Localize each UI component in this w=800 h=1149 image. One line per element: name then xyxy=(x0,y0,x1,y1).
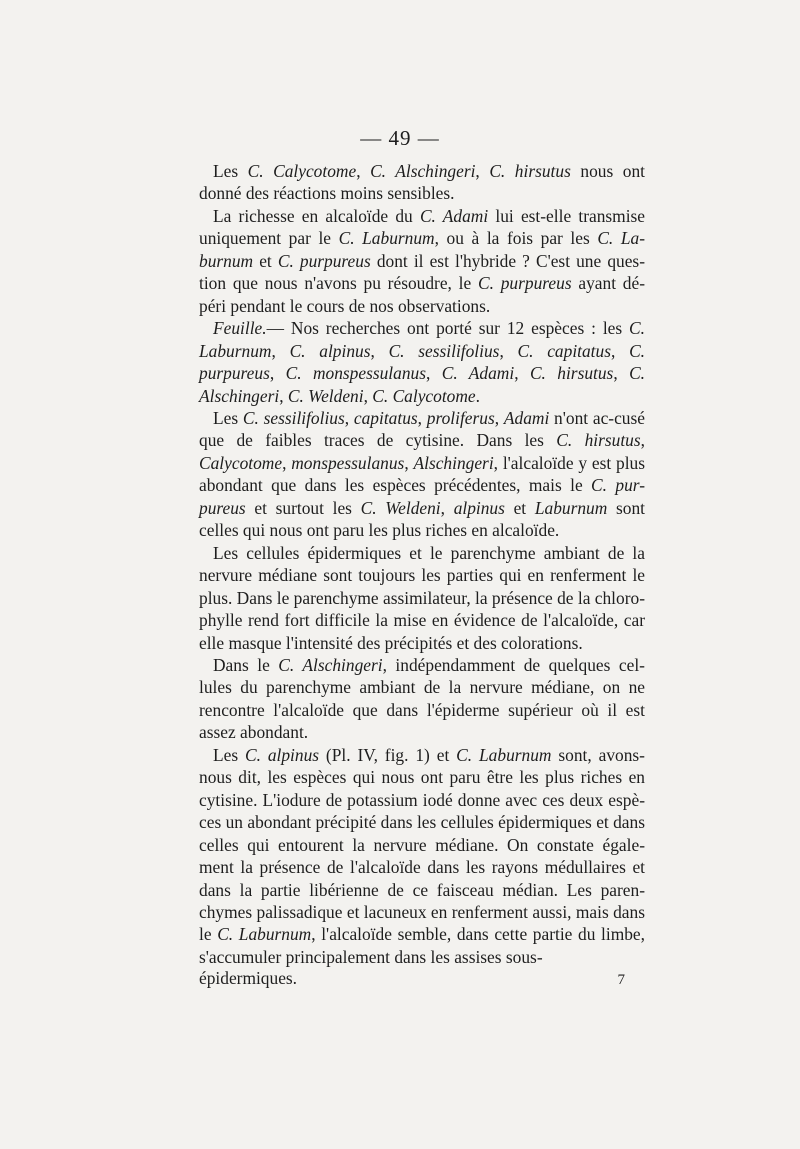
text-run: nous ont donné des réactions moins sensibles. xyxy=(199,161,645,204)
text-run: Les xyxy=(213,407,243,428)
italic-term: Calycotome xyxy=(199,452,283,473)
text-run: dont il est l'hybride ? C'est une ques-tion que nous n'avons pu résoudre, le xyxy=(199,250,645,294)
text-run: Dans le xyxy=(213,654,279,675)
italic-term: C. La-burnum xyxy=(199,228,645,271)
italic-term: C. Calycotome xyxy=(372,385,476,406)
italic-term: C. purpureus xyxy=(277,250,371,271)
text-run: et xyxy=(504,497,535,518)
italic-term: C. purpureus xyxy=(478,273,572,294)
italic-term: C. Laburnum xyxy=(456,744,552,765)
text-run: lui est-elle transmise uniquement par le xyxy=(199,205,646,249)
text-run: , xyxy=(363,385,373,406)
italic-term: C. Alschingeri xyxy=(199,363,646,406)
text-run: , xyxy=(279,385,288,406)
italic-term: C. monspessulanus xyxy=(285,363,426,384)
text-run: , xyxy=(610,340,630,361)
italic-term: alpinus xyxy=(453,497,505,518)
text-run: , indépendamment de quelques cel-lules du parenchyme ambiant de la nervure médiane, on ne rencontre l'alcaloïde que dans l'épiderme supérieur où il est assez abondant. xyxy=(199,654,645,743)
text-run: , xyxy=(404,452,414,473)
italic-term: C. Weldeni xyxy=(360,497,441,518)
page-number: — 49 — xyxy=(360,126,440,150)
italic-term: Laburnum xyxy=(534,497,608,518)
paragraph-3 xyxy=(199,317,645,407)
text-run: , xyxy=(640,430,645,451)
italic-term: C. sessilifolius xyxy=(242,407,345,428)
italic-term: C. Weldeni xyxy=(287,385,364,406)
text-run: — Nos recherches ont porté sur 12 espèces : les xyxy=(266,318,630,339)
italic-term: C. alpinus xyxy=(245,744,320,765)
text-run: Les cellules épidermiques et le parenchyme ambiant de la nervure médiane sont toujours les parties qui en renferment le plus. Dans le parenchyme assimilateur, la présence de la chloro-phylle rend fort difficile la mise en évidence de l'alcaloïde, car elle masque l'intensité des précipités et des colorations. xyxy=(199,542,645,653)
text-run: , xyxy=(269,363,286,384)
italic-term: Feuille. xyxy=(213,318,267,339)
text-run: , xyxy=(271,340,290,361)
italic-term: C. Laburnum xyxy=(338,228,435,249)
text-run: , xyxy=(426,363,442,384)
text-run: , l'alcaloïde semble, dans cette partie du limbe, s'accumuler principalement dans les assises sous- xyxy=(199,924,645,967)
text-run: (Pl. IV, fig. 1) et xyxy=(319,744,457,765)
paragraph-4 xyxy=(199,407,645,542)
text-run: Les xyxy=(213,161,248,181)
text-run: , xyxy=(499,340,518,361)
italic-term: proliferus xyxy=(426,407,495,428)
italic-term: C. Adami xyxy=(441,363,515,384)
final-line xyxy=(199,968,625,989)
italic-term: C. hirsutus xyxy=(556,430,641,451)
italic-term: C. Alschingeri xyxy=(370,161,476,181)
italic-term: C. Laburnum xyxy=(217,924,312,945)
text-run: sont celles qui nous ont paru les plus riches en alcaloïde. xyxy=(199,497,645,541)
paragraph-6 xyxy=(199,654,645,744)
body-text xyxy=(199,160,645,989)
text-run: , xyxy=(417,407,427,428)
signature-mark: 7 xyxy=(617,972,625,989)
italic-term: Alschingeri xyxy=(413,452,494,473)
text-run: n'ont ac-cusé que de faibles traces de cytisine. Dans les xyxy=(199,407,645,451)
text-run: , xyxy=(613,363,630,384)
text-run: , xyxy=(356,161,371,181)
text-run: , xyxy=(344,407,354,428)
italic-term: C. Calycotome xyxy=(247,161,357,181)
italic-term: C. alpinus xyxy=(289,340,371,361)
italic-term: C. pur-pureus xyxy=(199,475,645,518)
paragraph-1 xyxy=(199,160,645,205)
text-run: , xyxy=(370,340,389,361)
text-run: et surtout les xyxy=(245,497,361,518)
text-run: Les xyxy=(213,744,245,765)
text-run: , l'alcaloïde y est plus abondant que dans les espèces précédentes, mais le xyxy=(199,452,646,496)
text-run: . xyxy=(475,385,480,406)
text-run: , ou à la fois par les xyxy=(434,228,598,249)
italic-term: C. purpureus xyxy=(199,340,646,384)
italic-term: C. sessilifolius xyxy=(388,340,500,361)
paragraph-2 xyxy=(199,205,645,317)
italic-term: C. Laburnum xyxy=(199,318,645,361)
italic-term: Adami xyxy=(503,407,550,428)
final-line-text: épidermiques. xyxy=(199,968,298,989)
text-run: , xyxy=(514,363,530,384)
italic-term: C. Adami xyxy=(419,205,489,226)
italic-term: monspessulanus xyxy=(291,452,405,473)
text-run: et xyxy=(253,250,278,271)
italic-term: C. Alschingeri xyxy=(278,654,383,675)
text-run: sont, avons-nous dit, les espèces qui nous ont paru être les plus riches en cytisine. L'iodure de potassium iodé donne avec ces deux espè-ces un abondant précipité dans les cellules épidermiques et dans celles qui entourent la nervure médiane. On constate égale-ment la présence de l'alcaloïde dans les rayons médullaires et dans la partie libérienne de ce faisceau médian. Les paren-chymes palissadique et lacuneux en renferment aussi, mais dans le xyxy=(199,744,645,945)
paragraph-7 xyxy=(199,744,645,969)
text-run: , xyxy=(440,497,454,518)
italic-term: C. capitatus xyxy=(517,340,611,361)
italic-term: C. hirsutus xyxy=(529,363,614,384)
italic-term: capitatus xyxy=(353,407,418,428)
text-run: ayant dé-péri pendant le cours de nos observations. xyxy=(199,273,646,316)
text-run: , xyxy=(282,452,292,473)
text-run: , xyxy=(475,161,490,181)
paragraph-5 xyxy=(199,542,645,654)
text-run: , xyxy=(494,407,504,428)
text-run: La richesse en alcaloïde du xyxy=(213,205,420,226)
italic-term: C. hirsutus xyxy=(489,161,571,181)
